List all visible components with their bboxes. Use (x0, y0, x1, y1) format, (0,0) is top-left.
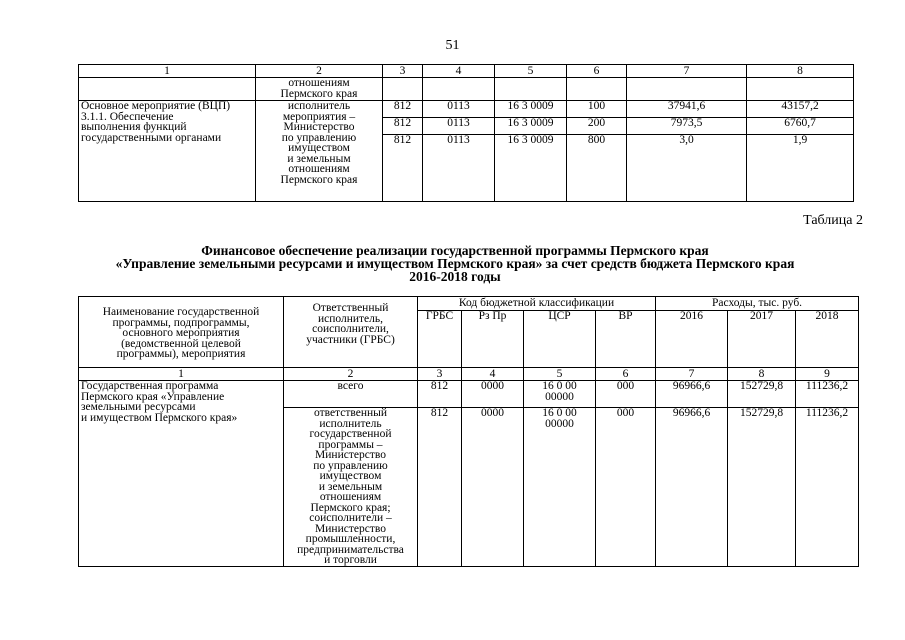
title-line: «Управление земельными ресурсами и имуществом Пермского края» за счет средств бюджета Пермского края (115, 256, 795, 271)
col-number: 3 (383, 65, 423, 78)
table-continuation (78, 64, 854, 202)
cell-csr: 16 3 0009 (495, 135, 567, 202)
table-label: Таблица 2 (803, 213, 863, 228)
cell-grbs: 812 (383, 118, 423, 135)
col-number: 2 (256, 65, 383, 78)
cell-vr: 800 (567, 135, 627, 202)
cell-value: 96966,6 (656, 381, 728, 408)
cell-value: 111236,2 (796, 408, 859, 567)
col-number: 1 (79, 65, 256, 78)
col-number: 1 (79, 368, 284, 381)
cell-value: 1,9 (747, 135, 854, 202)
cell-grbs: 812 (418, 381, 462, 408)
header-row (79, 297, 859, 311)
header-rzpr: Рз Пр (462, 311, 524, 368)
col-number: 6 (567, 65, 627, 78)
table-row (79, 78, 854, 101)
cell-value: 152729,8 (728, 381, 796, 408)
col-number: 5 (524, 368, 596, 381)
col-number: 4 (462, 368, 524, 381)
header-name: Наименование государственной программы, подпрограммы, основного мероприятия (ведомственной целевой программы), мероприятия (79, 297, 284, 368)
cell-value: 152729,8 (728, 408, 796, 567)
header-2016: 2016 (656, 311, 728, 368)
col-number: 3 (418, 368, 462, 381)
cell-value: 43157,2 (747, 101, 854, 118)
col-number: 6 (596, 368, 656, 381)
page-number: 51 (445, 38, 460, 53)
col-number: 8 (747, 65, 854, 78)
cell-grbs: 812 (383, 101, 423, 118)
executor: исполнитель мероприятия – Министерство по управлению имуществом и земельным отношениям Пермского края (256, 101, 383, 202)
header-csr: ЦСР (524, 311, 596, 368)
cell-rzpr: 0113 (423, 118, 495, 135)
col-number: 7 (627, 65, 747, 78)
cell-vr: 200 (567, 118, 627, 135)
finance-table (78, 296, 859, 567)
cell-rzpr: 0000 (462, 408, 524, 567)
col-number: 7 (656, 368, 728, 381)
cell-vr: 000 (596, 408, 656, 567)
header-vr: ВР (596, 311, 656, 368)
cell-value: 6760,7 (747, 118, 854, 135)
col-number: 4 (423, 65, 495, 78)
cell-rzpr: 0113 (423, 101, 495, 118)
cell-csr: 16 3 0009 (495, 118, 567, 135)
column-number-row (79, 65, 854, 78)
cell-vr: 100 (567, 101, 627, 118)
cell-value: 7973,5 (627, 118, 747, 135)
header-expenses: Расходы, тыс. руб. (656, 297, 859, 311)
cell-rzpr: 0113 (423, 135, 495, 202)
header-grbs: ГРБС (418, 311, 462, 368)
column-number-row (79, 368, 859, 381)
col-number: 9 (796, 368, 859, 381)
cell-grbs: 812 (418, 408, 462, 567)
cell-vr: 000 (596, 381, 656, 408)
cell-value: 3,0 (627, 135, 747, 202)
cell-value: 37941,6 (627, 101, 747, 118)
title-line: 2016-2018 годы (409, 269, 501, 284)
table-row (79, 381, 859, 408)
header-responsible: Ответственный исполнитель, соисполнители, участники (ГРБС) (284, 297, 418, 368)
col-number: 5 (495, 65, 567, 78)
cell-grbs: 812 (383, 135, 423, 202)
cell-csr: 16 0 00 00000 (524, 381, 596, 408)
table-row (79, 101, 854, 118)
header-2018: 2018 (796, 311, 859, 368)
header-2017: 2017 (728, 311, 796, 368)
header-budget-code: Код бюджетной классификации (418, 297, 656, 311)
continued-text: отношениям Пермского края (256, 78, 383, 101)
cell-csr: 16 0 00 00000 (524, 408, 596, 567)
program-name: Государственная программа Пермского края «Управление земельными ресурсами и имуществом Пермского края» (79, 381, 284, 567)
activity-name: Основное мероприятие (ВЦП) 3.1.1. Обеспечение выполнения функций государственными органами (79, 101, 256, 202)
col-number: 2 (284, 368, 418, 381)
cell-responsible: ответственный исполнитель государственной программы – Министерство по управлению имуществом и земельным отношениям Пермского края; соисполнители – Министерство промышленности, предпринимательства и торговли (284, 408, 418, 567)
title-line: Финансовое обеспечение реализации государственной программы Пермского края (201, 243, 709, 258)
cell-value: 96966,6 (656, 408, 728, 567)
table-title (60, 244, 850, 283)
cell-rzpr: 0000 (462, 381, 524, 408)
cell-responsible: всего (284, 381, 418, 408)
cell-csr: 16 3 0009 (495, 101, 567, 118)
col-number: 8 (728, 368, 796, 381)
cell-value: 111236,2 (796, 381, 859, 408)
